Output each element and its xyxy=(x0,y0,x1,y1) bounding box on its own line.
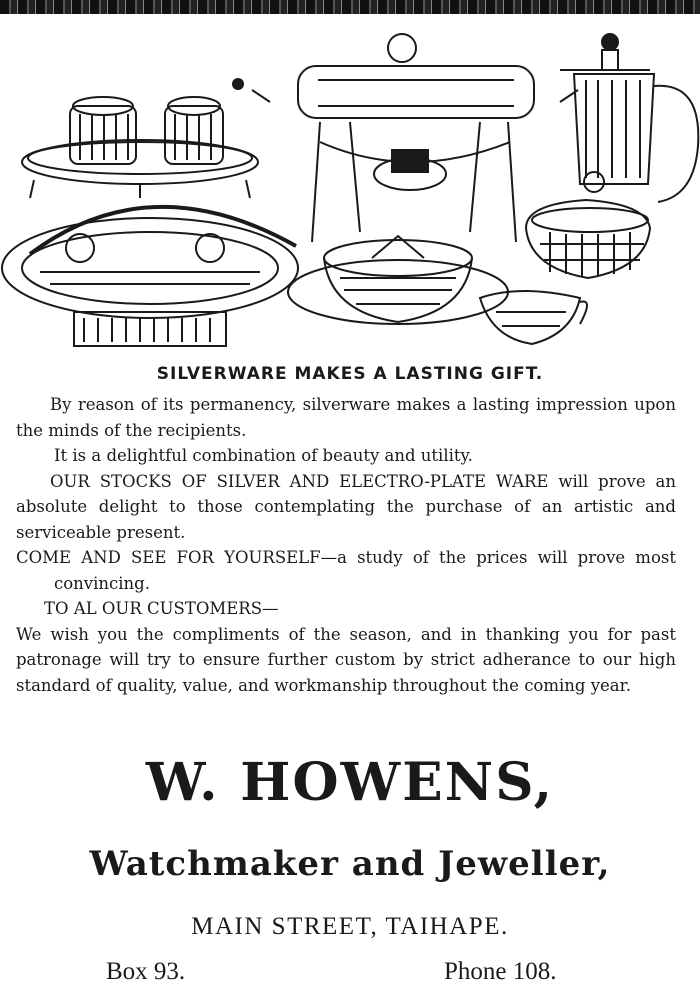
cake-basket-icon xyxy=(2,207,298,346)
headline: SILVERWARE MAKES A LASTING GIFT. xyxy=(156,364,544,384)
sugar-bowl-icon xyxy=(526,172,650,278)
coffee-pot-icon xyxy=(560,34,698,202)
business-trade: Watchmaker and Jeweller, xyxy=(89,844,611,884)
advertisement-body xyxy=(16,392,676,698)
inkstand-icon xyxy=(22,97,258,198)
paragraph-season-greetings: We wish you the compliments of the season, and in thanking you for past patronage will try to ensure further custom by strict adherance to our high standard of quality, value, and workmanship throughout the coming year. xyxy=(16,624,676,695)
cream-jug-icon xyxy=(480,291,587,344)
post-box: Box 93. xyxy=(106,958,186,985)
business-name: W. HOWENS, xyxy=(145,752,555,813)
sweets-bowl-icon xyxy=(288,236,508,324)
paragraph-customers-heading: TO AL OUR CUSTOMERS— xyxy=(44,599,279,618)
phone-number: Phone 108. xyxy=(444,958,557,985)
silverware-illustration xyxy=(0,22,700,362)
paragraph-beauty-utility: It is a delightful combination of beauty and utility. xyxy=(54,446,473,465)
paragraph-come-and-see: COME AND SEE FOR YOURSELF—a study of the prices will prove most convincing. xyxy=(16,548,676,593)
chafing-dish-icon xyxy=(252,34,578,242)
paragraph-permanency: By reason of its permanency, silverware makes a lasting impression upon the minds of the recipients. xyxy=(16,395,676,440)
top-border-rule xyxy=(0,0,700,14)
paragraph-stocks: OUR STOCKS OF SILVER AND ELECTRO-PLATE WARE will prove an absolute delight to those contemplating the purchase of an artistic and serviceable present. xyxy=(16,471,676,542)
business-address: MAIN STREET, TAIHAPE. xyxy=(191,913,509,940)
